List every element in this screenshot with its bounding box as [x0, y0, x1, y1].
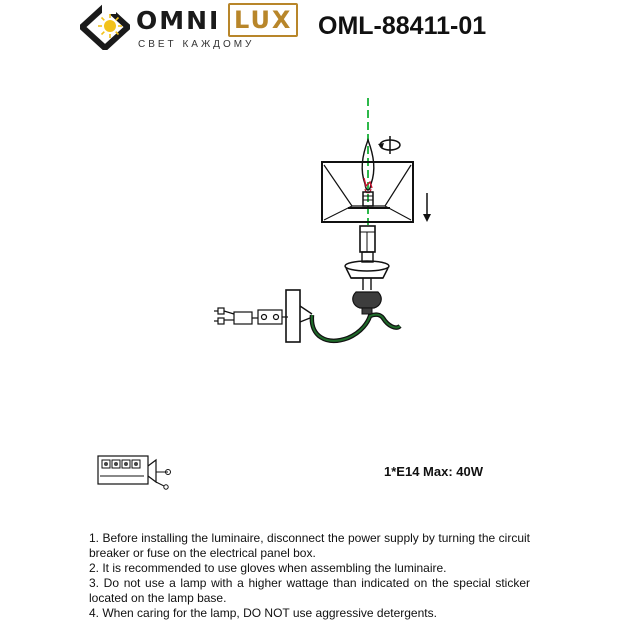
curved-arm — [312, 315, 400, 341]
brand-name-lux: LUX — [228, 3, 298, 37]
instruction-item: 3. Do not use a lamp with a higher wattage than indicated on the special sticker located on the lamp base. — [89, 576, 530, 605]
curved-arm-highlight — [312, 315, 400, 341]
brand-logo — [80, 2, 293, 52]
terminal-block-wiring-icon — [96, 452, 176, 492]
lamp-socket — [360, 226, 375, 262]
mounting-bracket-screws-icon — [214, 308, 288, 324]
instruction-item: 2. It is recommended to use gloves when assembling the luminaire. — [89, 561, 447, 575]
wall-lamp-assembly-drawing — [200, 90, 460, 360]
instruction-item: 4. When caring for the lamp, DO NOT use aggressive detergents. — [89, 606, 437, 620]
bobeche-cup — [345, 261, 389, 278]
brand-name-omni: OMNI — [136, 6, 221, 35]
decorative-knob — [353, 278, 381, 314]
bulb-spec-label: 1*E14 Max: 40W — [384, 464, 483, 479]
rotate-icon — [378, 136, 400, 154]
model-number: OML-88411-01 — [318, 12, 487, 40]
instruction-item: 1. Before installing the luminaire, disconnect the power supply by turning the circuit breaker or fuse on the electrical panel box. — [89, 531, 530, 560]
diamond-sun-logo-icon — [80, 4, 130, 50]
wall-mounting-plate — [286, 290, 312, 342]
safety-instructions — [89, 531, 530, 621]
down-arrow-icon — [423, 193, 431, 222]
brand-tagline: СВЕТ КАЖДОМУ — [138, 39, 255, 50]
